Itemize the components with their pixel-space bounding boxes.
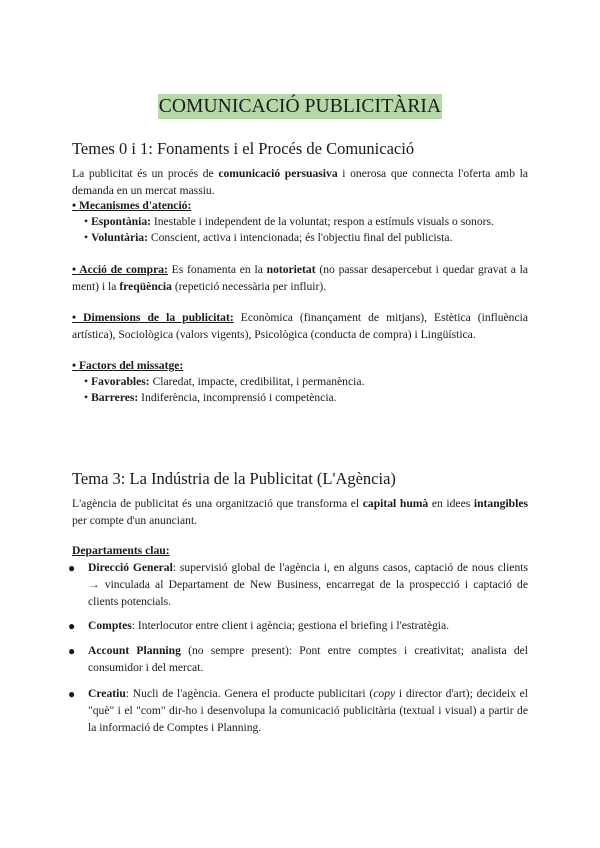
list-item: ● Comptes: Interlocutor entre client i agència; gestiona el briefing i l'estratègia. [68,619,450,633]
section1-heading: Temes 0 i 1: Fonaments i el Procés de Comunicació [72,139,415,158]
departaments-label: Departaments clau: [72,544,170,557]
list-item: ● Account Planning (no sempre present): Pont entre comptes i creativitat; analista del consumidor i del mercat. [68,644,528,674]
list-item: • Favorables: Claredat, impacte, credibilitat, i permanència. [84,375,365,388]
dimensions-paragraph: • Dimensions de la publicitat: Econòmica (finançament de mitjans), Estètica (influència artística), Sociològica (valors vigents), Psicològica (conducta de compra) i Lingüística. [72,311,528,341]
section1-intro: La publicitat és un procés de comunicació persuasiva i onerosa que connecta l'oferta amb la demanda en un mercat massiu. [72,167,529,197]
compra-paragraph: • Acció de compra: Es fonamenta en la notorietat (no passar desapercebut i quedar gravat a la ment) i la freqüència (repetició necessària per influir). [72,263,528,293]
section2-heading: Tema 3: La Indústria de la Publicitat (L'Agència) [72,469,396,488]
bullet-icon: ● [68,619,76,633]
bullet-icon: ● [68,644,76,658]
factors-label: • Factors del missatge: [72,359,184,372]
title-wrap [0,94,600,119]
bullet-icon: ● [68,561,76,575]
bullet-icon: ● [68,687,76,701]
section2-intro: L'agència de publicitat és una organització que transforma el capital humà en idees intangibles per compte d'un anunciant. [72,497,528,527]
list-item: ● Direcció General: supervisió global de l'agència i, en alguns casos, captació de nous clients → vinculada al Departament de New Business, encarregat de la prospecció i captació de clients potencials. [68,561,528,608]
page-title: COMUNICACIÓ PUBLICITÀRIA [158,96,442,117]
mecanismes-label: • Mecanismes d'atenció: [72,199,192,212]
list-item: ● Creatiu: Nucli de l'agència. Genera el producte publicitari (copy i director d'art); decideix el "què" i el "com" dir-ho i desenvolupa la comunicació publicitària (textual i visual) a partir de la informació de Comptes i Planning. [68,687,528,734]
list-item: • Voluntària: Conscient, activa i intencionada; és l'objectiu final del publicista. [84,231,453,244]
list-item: • Espontània: Inestable i independent de la voluntat; respon a estímuls visuals o sonors. [84,215,494,228]
list-item: • Barreres: Indiferència, incomprensió i competència. [84,391,337,404]
